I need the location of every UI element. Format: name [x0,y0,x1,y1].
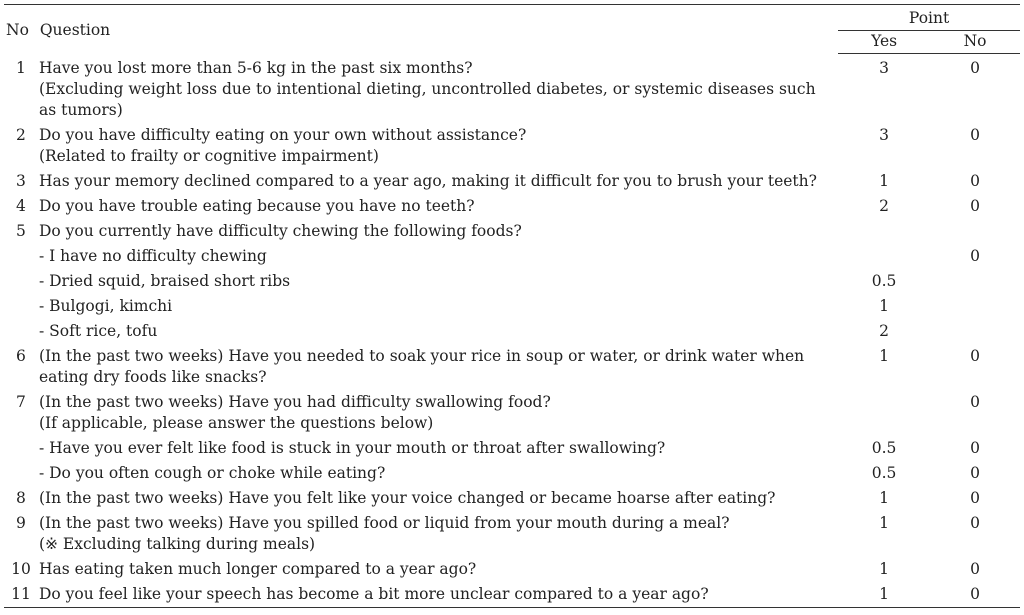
table-row [4,169,1020,194]
question-cell [38,486,838,511]
header-no: No [6,21,29,40]
table-row [4,390,1020,436]
row-number: 1 [16,58,26,77]
question-cell [38,319,838,344]
header-yes: Yes [838,31,930,54]
table-row [4,294,1020,319]
header-point: Point [838,5,1020,31]
question-line: (※ Excluding talking during meals) [38,534,316,553]
no-points: 0 [970,463,980,482]
question-line: Has your memory declined compared to a year ago, making it difficult for you to brush your teeth? [38,171,817,190]
header-no-points: No [930,31,1020,54]
table-row [4,582,1020,608]
table-row [4,194,1020,219]
yes-points [838,390,930,436]
question-line: - Have you ever felt like food is stuck in your mouth or throat after swallowing? [38,438,666,457]
table-row [4,54,1020,123]
table-row [4,486,1020,511]
table-row [4,269,1020,294]
yes-points: 3 [879,59,890,77]
row-number [4,294,38,319]
question-cell [38,344,838,390]
yes-points: 3 [879,125,890,144]
table-row [4,319,1020,344]
question-line: eating dry foods like snacks? [38,367,267,386]
row-number: 4 [16,196,26,215]
yes-points: 1 [879,488,890,507]
no-points [930,219,1020,244]
question-line: Have you lost more than 5-6 kg in the past six months? [38,58,473,77]
table-row [4,123,1020,169]
question-line: (Excluding weight loss due to intentional dieting, uncontrolled diabetes, or systemic diseases such [38,79,816,98]
row-number [4,319,38,344]
question-line: Do you have trouble eating because you have no teeth? [38,196,475,215]
row-number [4,461,38,486]
question-line: Do you feel like your speech has become a bit more unclear compared to a year ago? [38,584,709,603]
row-number: 5 [16,221,26,240]
no-points: 0 [970,246,980,265]
header-row-1 [4,5,1020,31]
question-cell [38,390,838,436]
yes-points: 0.5 [871,438,897,457]
no-points: 0 [970,59,980,77]
yes-points: 0.5 [871,463,897,482]
header-no-question [4,5,838,54]
no-points [930,319,1020,344]
question-cell [38,557,838,582]
no-points: 0 [970,513,980,532]
question-line: (In the past two weeks) Have you felt like your voice changed or became hoarse after eating? [38,488,776,507]
question-cell [38,244,838,269]
row-number: 6 [16,346,26,365]
table-body [4,54,1020,608]
row-number: 9 [16,513,26,532]
question-cell [38,294,838,319]
question-cell [38,461,838,486]
yes-points: 1 [879,296,890,315]
question-cell [38,194,838,219]
no-points: 0 [930,582,1020,608]
row-number: 7 [16,392,26,411]
question-cell [38,436,838,461]
yes-points [838,244,930,269]
row-number: 3 [16,171,26,190]
question-cell [38,54,838,123]
question-line: - I have no difficulty chewing [38,246,267,265]
yes-points: 1 [879,171,890,190]
question-cell [38,123,838,169]
table-row [4,219,1020,244]
table-row [4,461,1020,486]
yes-points: 2 [879,321,890,340]
table-row [4,344,1020,390]
no-points: 0 [970,392,980,411]
row-number: 8 [16,488,26,507]
question-line: - Bulgogi, kimchi [38,296,173,315]
yes-points [838,219,930,244]
questionnaire-table [4,4,1020,608]
row-number [4,436,38,461]
question-cell [38,511,838,557]
question-line: (If applicable, please answer the questions below) [38,413,434,432]
question-line: - Soft rice, tofu [38,321,158,340]
header-question: Question [39,21,111,40]
question-line: (In the past two weeks) Have you needed to soak your rice in soup or water, or drink water when [38,346,805,365]
table-row [4,436,1020,461]
no-points [930,294,1020,319]
no-points: 0 [970,171,980,190]
yes-points: 0.5 [871,271,897,290]
question-line: Has eating taken much longer compared to a year ago? [38,559,477,578]
yes-points: 2 [879,196,890,215]
row-number: 11 [4,582,38,608]
row-number [4,269,38,294]
yes-points: 1 [879,513,890,532]
no-points: 0 [970,438,980,457]
question-cell [38,582,838,608]
no-points: 0 [970,125,980,144]
question-cell [38,219,838,244]
question-line: (In the past two weeks) Have you spilled food or liquid from your mouth during a meal? [38,513,730,532]
question-line: - Do you often cough or choke while eating? [38,463,386,482]
question-cell [38,169,838,194]
no-points [930,269,1020,294]
row-number: 2 [16,125,26,144]
row-number: 10 [11,559,31,578]
no-points: 0 [970,346,980,365]
table-header [4,5,1020,54]
table-row [4,557,1020,582]
no-points: 0 [970,196,980,215]
question-line: - Dried squid, braised short ribs [38,271,291,290]
table-row [4,244,1020,269]
no-points: 0 [970,488,980,507]
question-line: Do you currently have difficulty chewing the following foods? [38,221,522,240]
question-line: (Related to frailty or cognitive impairment) [38,146,379,165]
yes-points: 1 [879,346,890,365]
row-number [4,244,38,269]
question-line: (In the past two weeks) Have you had difficulty swallowing food? [38,392,551,411]
yes-points: 1 [879,559,890,578]
yes-points: 1 [838,582,930,608]
no-points: 0 [970,559,980,578]
table-row [4,511,1020,557]
question-cell [38,269,838,294]
question-line: as tumors) [38,100,123,119]
question-line: Do you have difficulty eating on your own without assistance? [38,125,527,144]
